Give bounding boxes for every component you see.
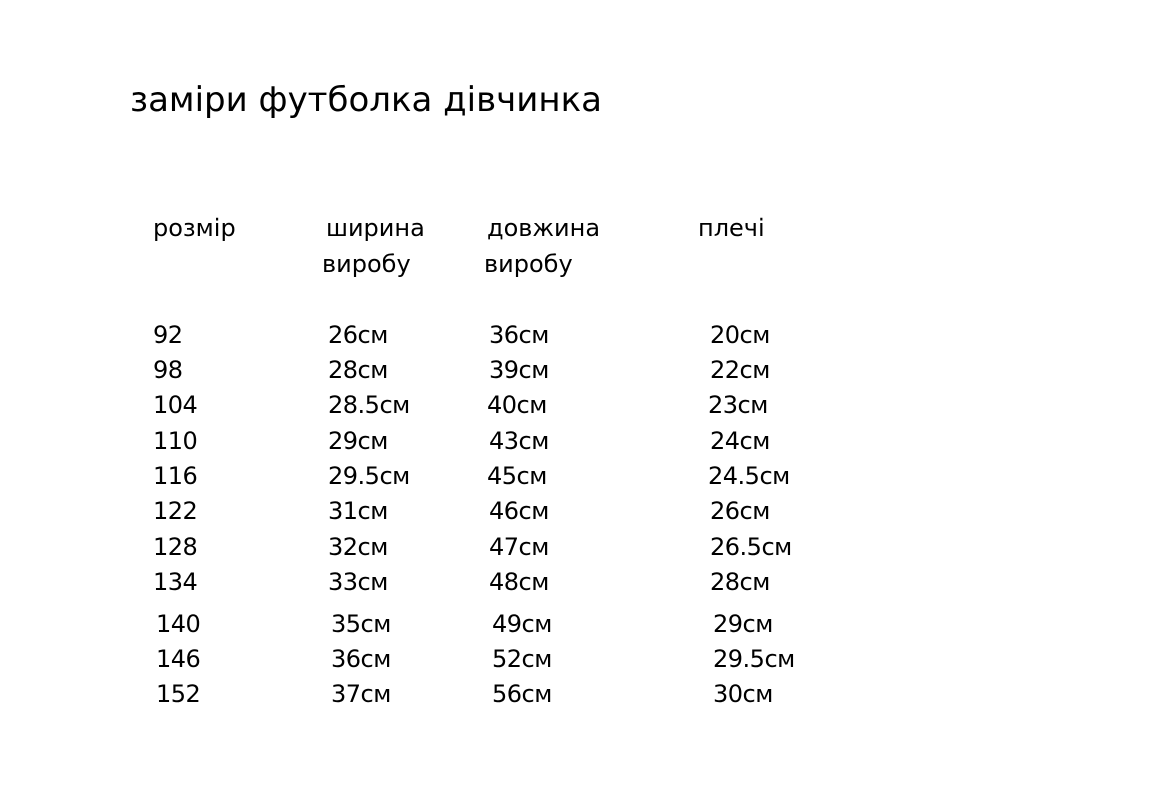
cell-width: 35см [331,610,391,638]
cell-size: 98 [153,356,183,384]
cell-shoulders: 24см [710,427,770,455]
cell-size: 128 [153,533,198,561]
table-row [0,354,1172,386]
cell-width: 29.5см [328,462,410,490]
header-length-line1: довжина [487,214,601,242]
table-row [0,643,1172,675]
cell-length: 52см [492,645,552,673]
cell-shoulders: 26см [710,497,770,525]
cell-width: 36см [331,645,391,673]
cell-length: 49см [492,610,552,638]
header-width-line2: виробу [322,250,411,278]
header-size [153,210,236,246]
cell-size: 110 [153,427,198,455]
cell-length: 36см [489,321,549,349]
cell-length: 48см [489,568,549,596]
cell-shoulders: 20см [710,321,770,349]
cell-shoulders: 23см [708,391,768,419]
cell-width: 28см [328,356,388,384]
cell-length: 46см [489,497,549,525]
header-length-line2: виробу [484,250,573,278]
cell-width: 29см [328,427,388,455]
cell-length: 47см [489,533,549,561]
cell-shoulders: 22см [710,356,770,384]
table-row [0,425,1172,457]
table-row [0,566,1172,598]
cell-shoulders: 24.5см [708,462,790,490]
table-row [0,608,1172,640]
cell-size: 104 [153,391,198,419]
header-size-label: розмір [153,214,236,242]
cell-width: 37см [331,680,391,708]
table-row [0,460,1172,492]
header-shoulders-label: плечі [698,214,765,242]
cell-size: 92 [153,321,183,349]
header-length [484,210,600,282]
table-row [0,319,1172,351]
cell-width: 28.5см [328,391,410,419]
cell-size: 116 [153,462,198,490]
table-row [0,389,1172,421]
cell-shoulders: 26.5см [710,533,792,561]
cell-shoulders: 29.5см [713,645,795,673]
cell-shoulders: 30см [713,680,773,708]
page-title: заміри футболка дівчинка [130,80,602,120]
table-row [0,495,1172,527]
cell-length: 43см [489,427,549,455]
header-width-line1: ширина [326,214,425,242]
cell-width: 32см [328,533,388,561]
table-row [0,678,1172,710]
header-shoulders [698,210,765,246]
cell-size: 146 [156,645,201,673]
cell-width: 31см [328,497,388,525]
cell-size: 122 [153,497,198,525]
cell-length: 56см [492,680,552,708]
cell-size: 152 [156,680,201,708]
cell-length: 40см [487,391,547,419]
cell-width: 26см [328,321,388,349]
cell-size: 140 [156,610,201,638]
table-row [0,531,1172,563]
cell-shoulders: 28см [710,568,770,596]
cell-length: 45см [487,462,547,490]
header-width [322,210,425,282]
cell-width: 33см [328,568,388,596]
cell-size: 134 [153,568,198,596]
cell-length: 39см [489,356,549,384]
cell-shoulders: 29см [713,610,773,638]
